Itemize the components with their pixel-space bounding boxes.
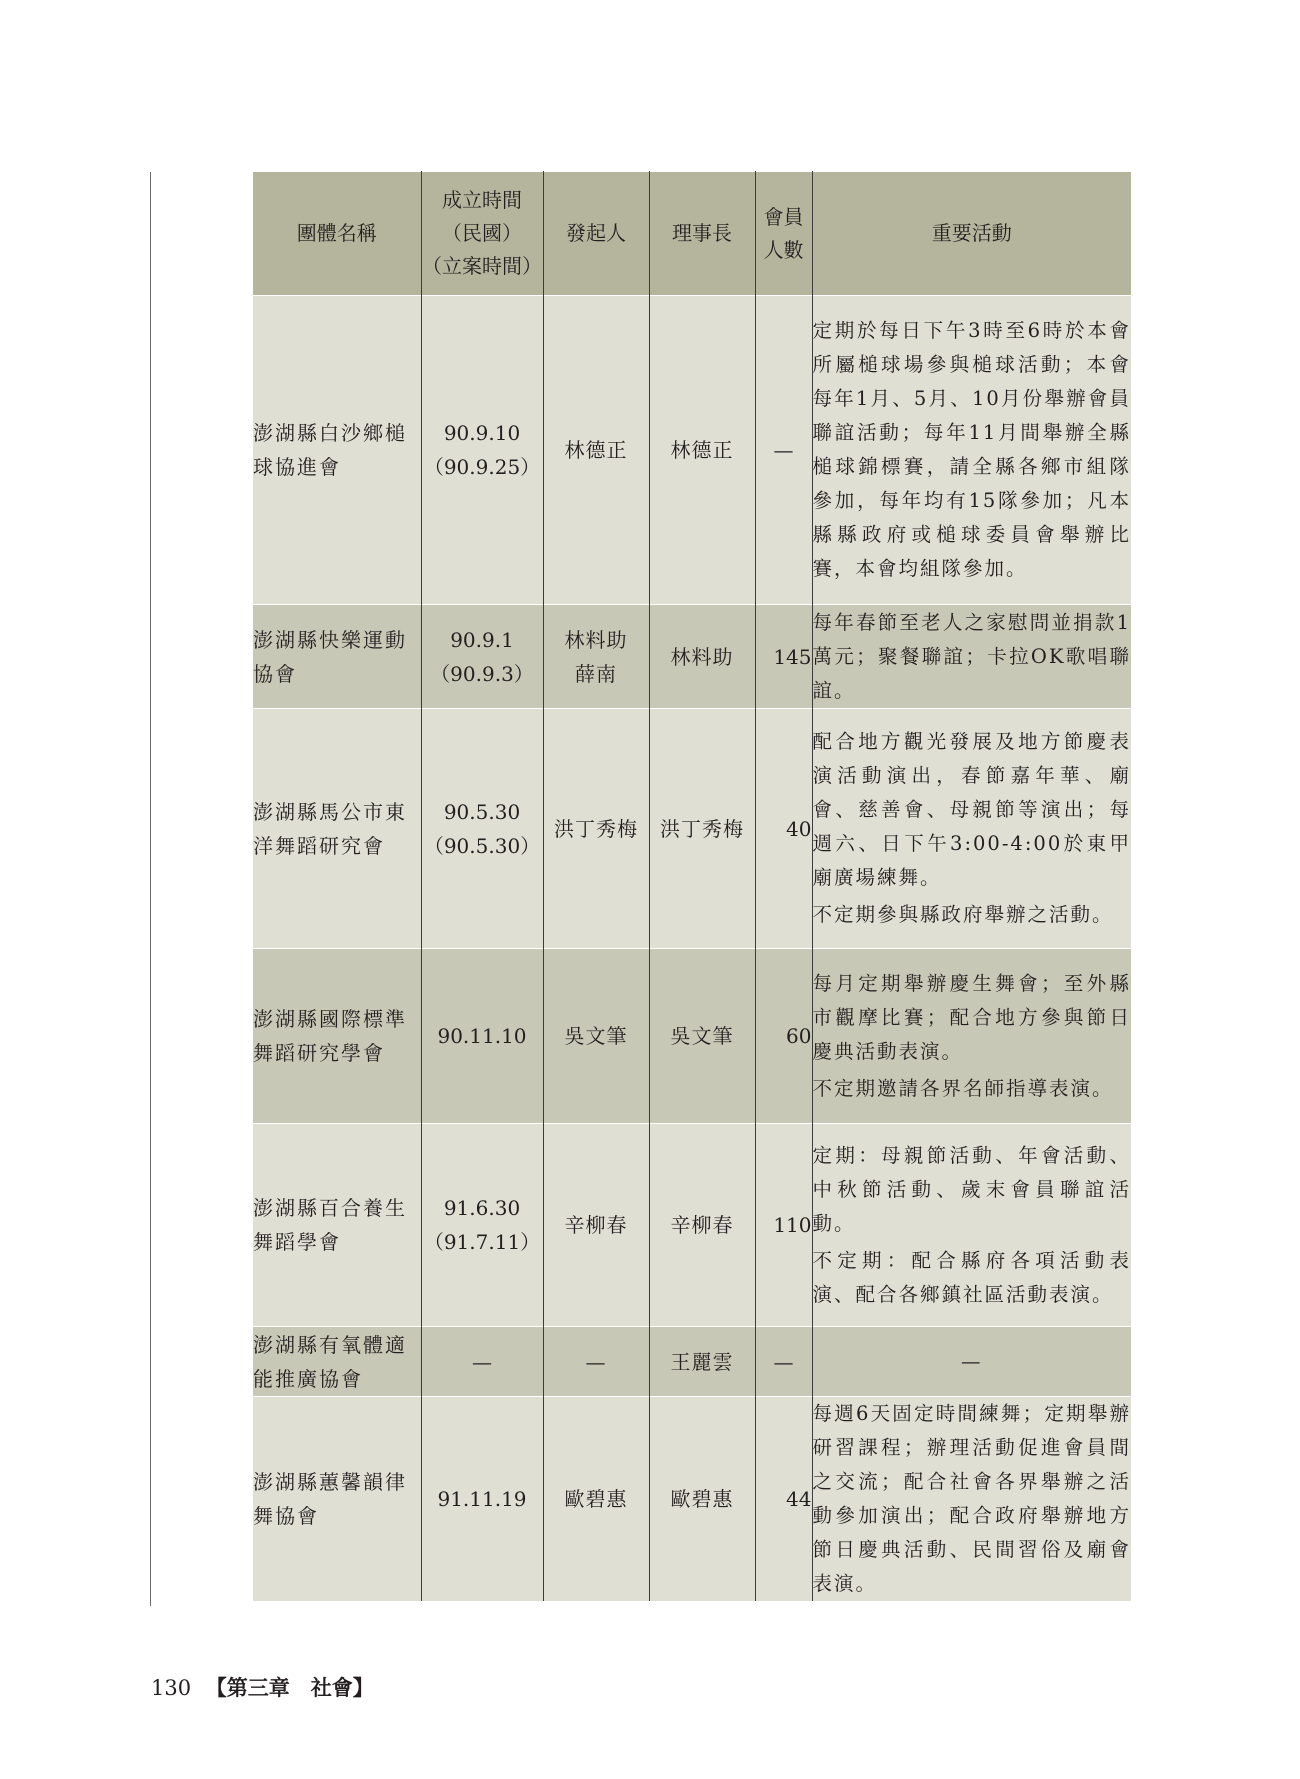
- activity-text: 每週6天固定時間練舞；定期舉辦研習課程；辦理活動促進會員間之交流；配合社會各界舉辦之活動參加演出；配合政府舉辦地方節日慶典活動、民間習俗及廟會表演。: [812, 1402, 1131, 1595]
- activities-cell: [812, 1327, 1131, 1397]
- activities-cell: [812, 1397, 1131, 1602]
- chair-cell: 王麗雲: [649, 1327, 755, 1397]
- group-name-cell: 澎湖縣馬公市東洋舞蹈研究會: [253, 709, 421, 949]
- activity-text: 不定期參與縣政府舉辦之活動。: [812, 903, 1114, 926]
- activity-text: 定期：母親節活動、年會活動、中秋節活動、歲末會員聯誼活動。: [812, 1143, 1131, 1235]
- founder-name: 歐碧惠: [564, 1487, 628, 1511]
- society-groups-table: [253, 171, 1131, 1601]
- members-cell: 60: [755, 949, 812, 1124]
- founder-name: 吳文筆: [564, 1024, 628, 1048]
- founded-cell: [421, 1124, 543, 1327]
- header-members-line1: 會員: [763, 204, 804, 229]
- table-row: [253, 605, 1131, 709]
- table-header-row: [253, 172, 1131, 296]
- members-cell: 44: [755, 1397, 812, 1602]
- chair-cell: 林料助: [649, 605, 755, 709]
- page-number: 130: [151, 1676, 192, 1700]
- activity-text: —: [961, 1349, 983, 1373]
- activities-cell: [812, 949, 1131, 1124]
- table-row: [253, 1327, 1131, 1397]
- margin-rule: [150, 172, 151, 1606]
- header-group-name: 團體名稱: [253, 172, 421, 296]
- chair-cell: 辛柳春: [649, 1124, 755, 1327]
- founder-name: 林德正: [564, 438, 628, 462]
- founder-name: 辛柳春: [564, 1213, 628, 1237]
- founded-date: —: [472, 1349, 492, 1374]
- header-founded-line1: 成立時間: [442, 188, 522, 212]
- table-row: [253, 709, 1131, 949]
- members-cell: —: [755, 1327, 812, 1397]
- group-name-cell: 澎湖縣有氧體適能推廣協會: [253, 1327, 421, 1397]
- chair-cell: 吳文筆: [649, 949, 755, 1124]
- founder-name: 薛南: [575, 661, 617, 686]
- founded-date: 90.9.1: [450, 627, 514, 652]
- chapter-label: 【第三章 社會】: [205, 1675, 374, 1700]
- founder-name: 林料助: [564, 627, 628, 652]
- founder-cell: [543, 605, 649, 709]
- table-row: [253, 1397, 1131, 1602]
- founded-date: 91.11.19: [437, 1487, 527, 1511]
- page-footer: [151, 1675, 374, 1701]
- founder-cell: [543, 709, 649, 949]
- group-name-cell: 澎湖縣國際標準舞蹈研究學會: [253, 949, 421, 1124]
- founded-cell: [421, 709, 543, 949]
- header-members: [755, 172, 812, 296]
- header-founder: 發起人: [543, 172, 649, 296]
- group-name-cell: 澎湖縣白沙鄉槌球協進會: [253, 296, 421, 605]
- chair-cell: 洪丁秀梅: [649, 709, 755, 949]
- founder-name: 洪丁秀梅: [554, 816, 638, 841]
- activities-cell: [812, 1124, 1131, 1327]
- activity-text: 不定期：配合縣府各項活動表演、配合各鄉鎮社區活動表演。: [812, 1248, 1131, 1306]
- header-founded: [421, 172, 543, 296]
- group-name-cell: 澎湖縣快樂運動協會: [253, 605, 421, 709]
- activities-cell: [812, 709, 1131, 949]
- registered-date: （90.5.30）: [423, 833, 541, 858]
- members-cell: 110: [755, 1124, 812, 1327]
- members-cell: —: [755, 296, 812, 605]
- header-activities: 重要活動: [812, 172, 1131, 296]
- table-row: [253, 949, 1131, 1124]
- header-members-line2: 人數: [763, 237, 804, 262]
- founder-name: —: [585, 1349, 607, 1374]
- activity-text: 每月定期舉辦慶生舞會；至外縣市觀摩比賽；配合地方參與節日慶典活動表演。: [812, 971, 1131, 1063]
- table-row: [253, 1124, 1131, 1327]
- founded-date: 91.6.30: [443, 1196, 521, 1220]
- activity-text: 每年春節至老人之家慰問並捐款1萬元；聚餐聯誼；卡拉OK歌唱聯誼。: [812, 610, 1131, 702]
- founded-cell: [421, 296, 543, 605]
- founder-cell: [543, 949, 649, 1124]
- founder-cell: [543, 1397, 649, 1602]
- chair-cell: 歐碧惠: [649, 1397, 755, 1602]
- founded-cell: [421, 949, 543, 1124]
- founder-cell: [543, 1327, 649, 1397]
- registered-date: （91.7.11）: [423, 1230, 541, 1254]
- chair-cell: 林德正: [649, 296, 755, 605]
- founded-date: 90.9.10: [443, 421, 521, 445]
- activities-cell: [812, 296, 1131, 605]
- founded-date: 90.11.10: [437, 1024, 527, 1048]
- founder-cell: [543, 296, 649, 605]
- registered-date: （90.9.3）: [430, 661, 534, 686]
- table-row: [253, 296, 1131, 605]
- header-founded-line3: （立案時間）: [422, 254, 542, 278]
- group-name-cell: 澎湖縣蕙馨韻律舞協會: [253, 1397, 421, 1602]
- header-founded-line2: （民國）: [442, 221, 522, 245]
- registered-date: （90.9.25）: [423, 455, 541, 479]
- founded-cell: [421, 1327, 543, 1397]
- header-chair: 理事長: [649, 172, 755, 296]
- activity-text: 定期於每日下午3時至6時於本會所屬槌球場參與槌球活動；本會每年1月、5月、10月份舉辦會員聯誼活動；每年11月間舉辦全縣槌球錦標賽，請全縣各鄉市組隊參加，每年均有15隊參加；凡本縣縣政府或槌球委員會舉辦比賽，本會均組隊參加。: [812, 319, 1131, 580]
- members-cell: 145: [755, 605, 812, 709]
- activity-text: 配合地方觀光發展及地方節慶表演活動演出，春節嘉年華、廟會、慈善會、母親節等演出；每週六、日下午3:00-4:00於東甲廟廣場練舞。: [812, 730, 1131, 889]
- activities-cell: [812, 605, 1131, 709]
- members-cell: 40: [755, 709, 812, 949]
- founded-cell: [421, 605, 543, 709]
- group-name-cell: 澎湖縣百合養生舞蹈學會: [253, 1124, 421, 1327]
- activity-text: 不定期邀請各界名師指導表演。: [812, 1076, 1114, 1100]
- founded-cell: [421, 1397, 543, 1602]
- founded-date: 90.5.30: [443, 799, 521, 824]
- founder-cell: [543, 1124, 649, 1327]
